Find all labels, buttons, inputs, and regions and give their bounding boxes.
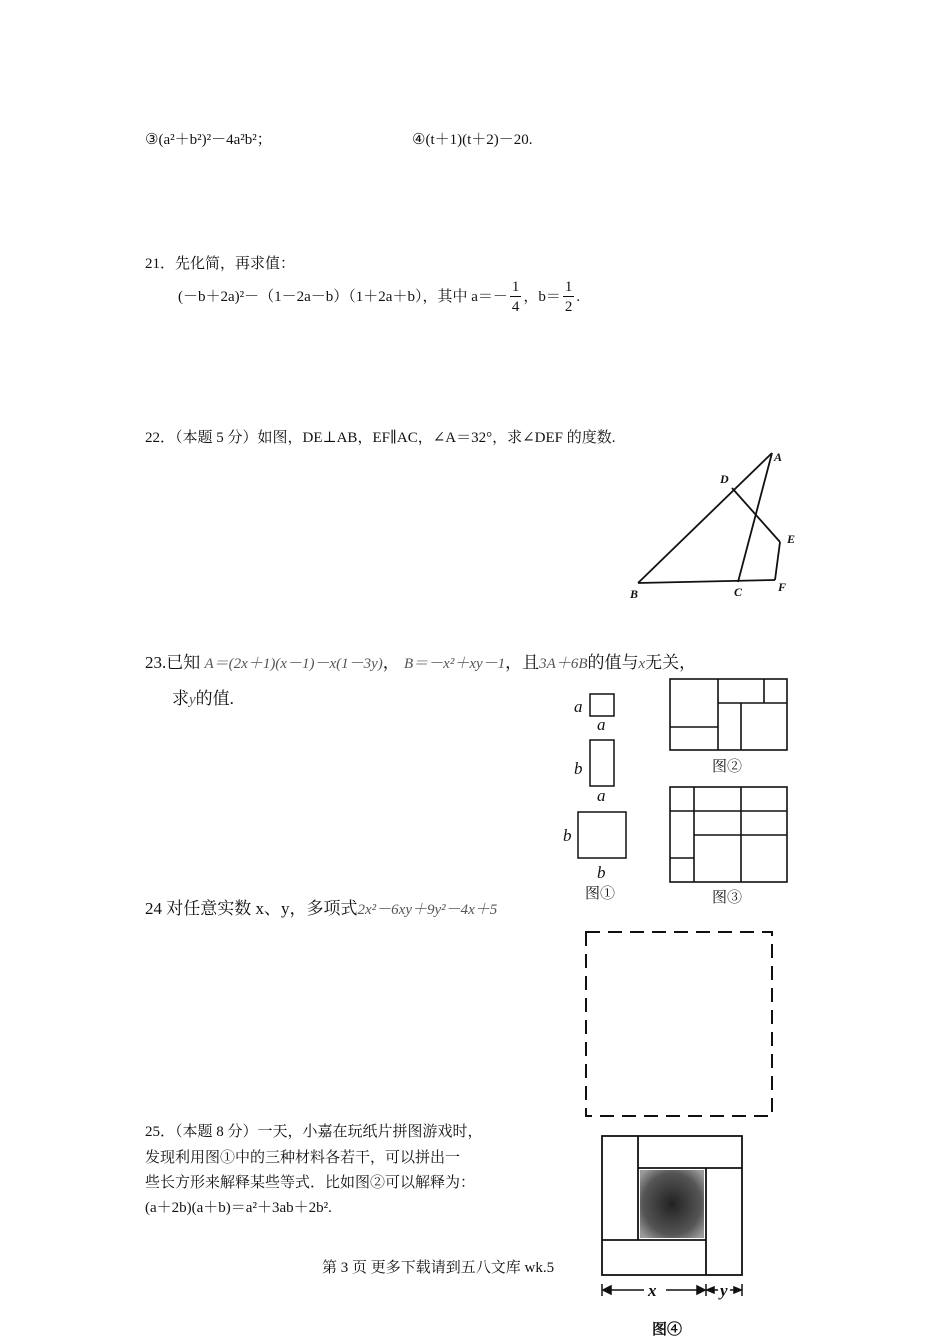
figure-3-rectangle (668, 785, 790, 885)
fig4-label-y: y (720, 1281, 728, 1300)
q23-formula-b: B＝－x²＋xy－1 (404, 656, 506, 672)
q22-label-f: F (778, 580, 787, 594)
fig1-label-b-left: b (574, 759, 583, 778)
q21-mid-text: ，b＝ (523, 288, 561, 305)
q23-sep: ， (382, 653, 400, 672)
q22-segment-ef (775, 542, 780, 580)
q21-fraction-b (563, 278, 575, 317)
q25-line-2: 发现利用图①中的三种材料各若干，可以拼出一 (145, 1150, 461, 1166)
q21-heading: 21．先化简，再求值： (145, 256, 296, 272)
q23-mid: ，且 (505, 653, 540, 672)
fig4-label-x: x (648, 1281, 657, 1300)
page-footer: 第 3 页 更多下载请到五八文库 wk.5 (322, 1260, 555, 1276)
q23-end: 无关， (645, 653, 697, 672)
q21-expr-text: (－b＋2a)²－（1－2a－b）（1＋2a＋b），其中 a＝－ (178, 288, 508, 305)
figure-3-caption: 图③ (712, 890, 743, 906)
q22-label-a: A (774, 450, 783, 464)
q23-prefix: 23.已知 (145, 653, 201, 672)
q23-line-1 (145, 648, 696, 673)
q22-segment-ac (738, 453, 772, 582)
q23-formula-a: A＝(2x＋1)(x－1)－x(1－3y) (204, 656, 383, 672)
q22-triangle-figure (620, 445, 810, 605)
q21-frac-a-den: 4 (511, 299, 520, 315)
figure-2-caption: 图② (712, 759, 743, 775)
fig1-label-b-left-2: b (563, 826, 572, 845)
q25-line-1: 25．（本题 8 分）一天，小嘉在玩纸片拼图游戏时， (145, 1124, 483, 1140)
fig1-label-a-left: a (574, 697, 583, 716)
q25-line-3: 些长方形来解释某些等式．比如图②可以解释为： (145, 1175, 476, 1191)
dashed-answer-box (584, 930, 776, 1120)
fig1-label-a-bottom-2: a (597, 786, 606, 805)
q23-line2-end: 的值. (195, 689, 234, 708)
q20-item-3: ③(a²＋b²)²－4a²b²； (145, 132, 272, 148)
q22-label-c: C (734, 585, 743, 599)
q22-label-e: E (787, 532, 796, 546)
figure-2-rectangle (668, 677, 790, 753)
q21-end: . (576, 288, 581, 305)
q23-line-2 (172, 684, 234, 709)
figure-1-materials (560, 688, 640, 898)
q24-prefix: 24 对任意实数 x、y，多项式 (145, 899, 358, 918)
q21-frac-b-den: 2 (564, 299, 573, 315)
q22-segment-de (732, 488, 780, 542)
q24-formula: 2x²－6xy＋9y²－4x＋5 (357, 902, 498, 918)
q22-segment-bf (638, 580, 775, 583)
q21-fraction-a (510, 278, 522, 317)
q22-segment-ab (638, 453, 772, 583)
figure-4-square (598, 1132, 750, 1302)
fig1-small-square (590, 694, 614, 716)
q21-frac-a-num: 1 (511, 279, 520, 295)
q21-expression (178, 278, 580, 317)
q22-label-d: D (720, 472, 729, 486)
q21-frac-b-num: 1 (564, 279, 573, 295)
figure-4-caption: 图④ (652, 1322, 683, 1338)
q20-item-4: ④(t＋1)(t＋2)－20. (412, 132, 533, 148)
fig1-large-square (578, 812, 626, 858)
q24-text (145, 894, 497, 919)
q25-line-4: (a＋2b)(a＋b)＝a²＋3ab＋2b². (145, 1200, 332, 1216)
fig1-label-a-bottom: a (597, 715, 606, 734)
fig1-label-b-bottom: b (597, 863, 606, 882)
figure-1-caption: 图① (585, 886, 616, 902)
fig1-rectangle (590, 740, 614, 786)
fig4-shaded-square (640, 1170, 704, 1238)
q23-var-y: y (189, 692, 196, 708)
q22-label-b: B (630, 587, 639, 601)
q23-formula-c: 3A＋6B (539, 656, 588, 672)
q23-line2-prefix: 求 (172, 689, 189, 708)
q23-var-x: x (638, 656, 646, 672)
q22-text: 22．（本题 5 分）如图，DE⊥AB，EF∥AC，∠A＝32°，求∠DEF 的度数. (145, 430, 616, 446)
q23-suffix: 的值与 (587, 653, 639, 672)
